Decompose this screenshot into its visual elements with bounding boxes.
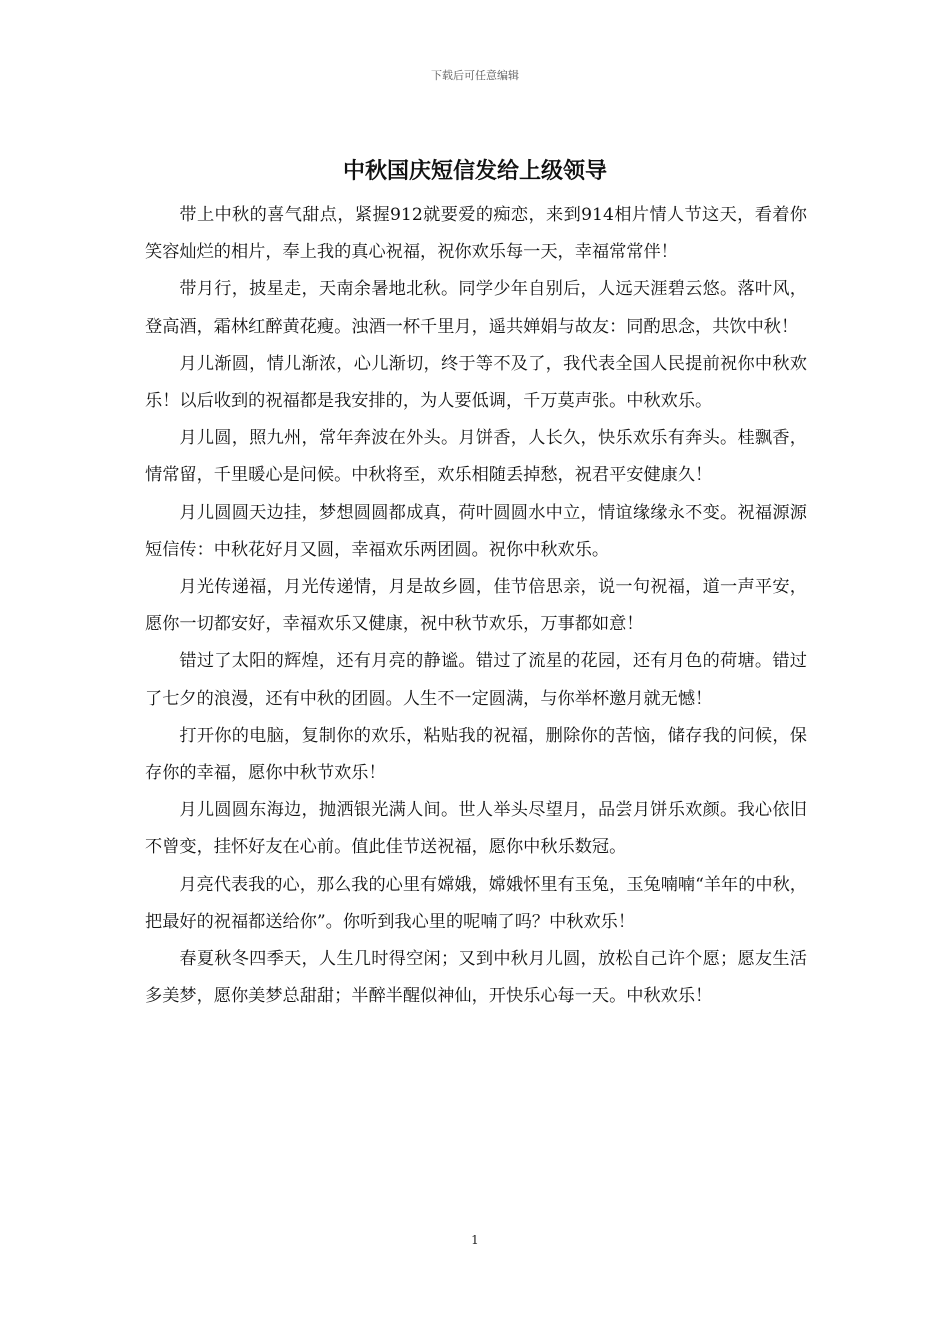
paragraph-11: 春夏秋冬四季天，人生几时得空闲；又到中秋月儿圆，放松自己许个愿；愿友生活多美梦，愿你美梦总甜甜；半醉半醒似神仙，开快乐心每一天。中秋欢乐！: [145, 949, 807, 1007]
document-title: 中秋国庆短信发给上级领导: [342, 159, 607, 184]
paragraph-10: 月亮代表我的心，那么我的心里有嫦娥，嫦娥怀里有玉兔，玉兔喃喃“羊年的中秋，把最好的祝福都送给你”。你听到我心里的呢喃了吗？中秋欢乐！: [145, 874, 807, 932]
paragraph-8: 打开你的电脑，复制你的欢乐，粘贴我的祝福，删除你的苦恼，储存我的问候，保存你的幸福，愿你中秋节欢乐！: [145, 725, 807, 784]
paragraph-1: 带上中秋的喜气甜点，紧握912就要爱的痴恋，来到914相片情人节这天，看着你笑容灿烂的相片，奉上我的真心祝福，祝你欢乐每一天，幸福常常伴！: [145, 205, 807, 263]
document-body: [145, 197, 807, 1015]
paragraph-7: 错过了太阳的辉煌，还有月亮的静谧。错过了流星的花园，还有月色的荷塘。错过了七夕的浪漫，还有中秋的团圆。人生不一定圆满，与你举杯邀月就无憾！: [145, 651, 807, 709]
paragraph-4: 月儿圆，照九州，常年奔波在外头。月饼香，人长久，快乐欢乐有奔头。桂飘香，情常留，千里暖心是问候。中秋将至，欢乐相随丢掉愁，祝君平安健康久！: [145, 428, 807, 486]
paragraph-9: 月儿圆圆东海边，抛洒银光满人间。世人举头尽望月，品尝月饼乐欢颜。我心依旧不曾变，挂怀好友在心前。值此佳节送祝福，愿你中秋乐数冠。: [145, 800, 807, 858]
paragraph-3: 月儿渐圆，情儿渐浓，心儿渐切，终于等不及了，我代表全国人民提前祝你中秋欢乐！以后收到的祝福都是我安排的，为人要低调，千万莫声张。中秋欢乐。: [145, 353, 807, 412]
page-number: 1: [471, 1233, 479, 1247]
paragraph-2: 带月行，披星走，天南余暑地北秋。同学少年自别后，人远天涯碧云悠。落叶风，登高酒，霜林红醉黄花瘦。浊酒一杯千里月，遥共婵娟与故友：同酌思念，共饮中秋！: [145, 279, 807, 337]
paragraph-6: 月光传递福，月光传递情，月是故乡圆，佳节倍思亲，说一句祝福，道一声平安，愿你一切都安好，幸福欢乐又健康，祝中秋节欢乐，万事都如意！: [145, 577, 807, 635]
header-note: 下载后可任意编辑: [431, 69, 519, 82]
paragraph-5: 月儿圆圆天边挂，梦想圆圆都成真，荷叶圆圆水中立，情谊缘缘永不变。祝福源源短信传：中秋花好月又圆，幸福欢乐两团圆。祝你中秋欢乐。: [145, 502, 807, 560]
